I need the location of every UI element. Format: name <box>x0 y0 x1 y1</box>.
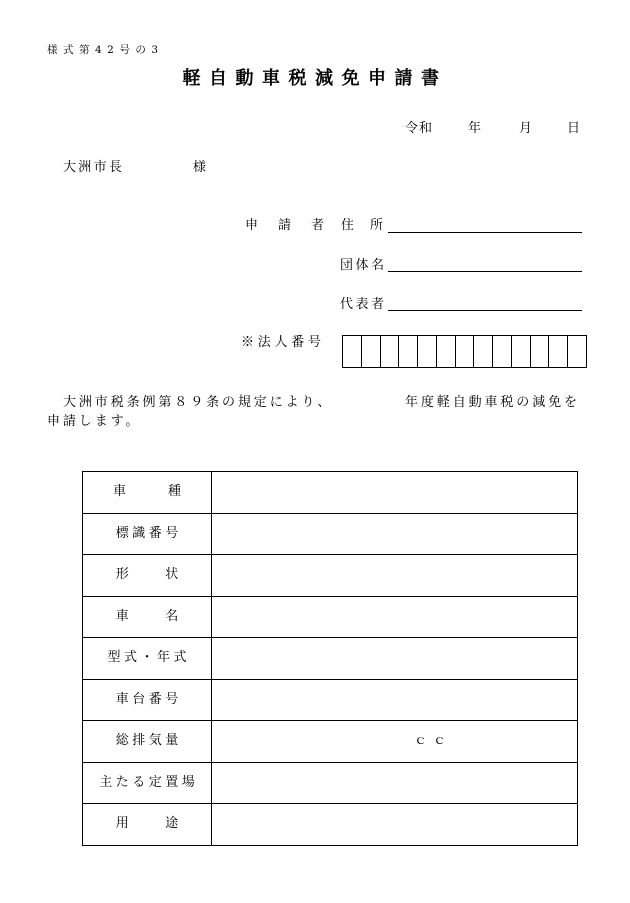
table-row <box>83 679 578 721</box>
table-row <box>83 721 578 763</box>
corporate-number-digit-cell[interactable] <box>380 336 399 367</box>
usage-label-cell <box>83 804 215 846</box>
address-field[interactable] <box>388 217 582 233</box>
statement-text-part2: 年度軽自動車税の減免を <box>405 395 580 410</box>
table-row <box>83 472 578 514</box>
vehicle-type-label-cell <box>83 472 223 514</box>
model-year-field[interactable] <box>212 638 578 680</box>
vehicle-name-label: 車名 <box>115 608 215 624</box>
corporate-number-digit-cell[interactable] <box>492 336 511 367</box>
corporate-number-digit-cell[interactable] <box>436 336 455 367</box>
date-year-field[interactable] <box>434 121 466 137</box>
chassis-number-field[interactable] <box>212 679 578 721</box>
date-month-field[interactable] <box>483 121 517 137</box>
chassis-number-label: 車台番号 <box>115 691 182 707</box>
form-number: 様式第42号の3 <box>47 44 164 56</box>
body-shape-label-cell <box>83 555 215 597</box>
corporate-number-label: ※法人番号 <box>241 335 325 350</box>
addressee-name: 大洲市長 <box>63 160 125 175</box>
vehicle-name-label-cell <box>83 596 215 638</box>
date-era: 令和 <box>405 121 434 136</box>
registration-number-field[interactable] <box>212 513 578 555</box>
registration-number-label-cell <box>83 513 212 555</box>
displacement-unit: ｃｃ <box>414 733 453 749</box>
table-row <box>83 638 578 680</box>
tax-year-field[interactable] <box>337 395 401 411</box>
chassis-number-label-cell <box>83 679 212 721</box>
usage-label: 用途 <box>115 816 215 832</box>
statement-text-line2: 申請します。 <box>47 414 142 429</box>
corporate-number-digit-cell[interactable] <box>417 336 436 367</box>
corporate-number-digit-cell[interactable] <box>455 336 474 367</box>
form-title: 軽自動車税減免申請書 <box>182 68 448 89</box>
model-year-label-cell <box>83 638 212 680</box>
corporate-number-digit-cell[interactable] <box>567 336 586 367</box>
table-row <box>83 513 578 555</box>
storage-location-field[interactable] <box>212 762 578 804</box>
representative-label: 代表者 <box>340 297 387 312</box>
body-shape-label: 形状 <box>115 567 215 583</box>
model-year-label: 型式・年式 <box>107 650 190 666</box>
displacement-label-cell <box>83 721 212 763</box>
date-day-label: 日 <box>567 121 581 136</box>
storage-location-label-cell <box>83 762 212 804</box>
addressee-honorific: 様 <box>193 160 207 175</box>
vehicle-info-table <box>82 471 578 846</box>
address-label: 住所 <box>341 218 400 233</box>
vehicle-name-field[interactable] <box>212 596 578 638</box>
corporate-number-box <box>342 335 587 368</box>
date-year-label: 年 <box>468 121 482 136</box>
corporate-number-digit-cell[interactable] <box>530 336 549 367</box>
displacement-field[interactable] <box>212 721 578 763</box>
corporate-number-digit-cell[interactable] <box>398 336 417 367</box>
vehicle-type-field[interactable] <box>212 472 578 514</box>
applicant-heading: 申請者 <box>245 218 345 233</box>
corporate-number-digit-cell[interactable] <box>511 336 530 367</box>
usage-field[interactable] <box>212 804 578 846</box>
date-month-label: 月 <box>519 121 533 136</box>
vehicle-type-label: 車種 <box>112 484 223 500</box>
table-row <box>83 596 578 638</box>
date-day-field[interactable] <box>534 121 565 137</box>
corporate-number-digit-cell[interactable] <box>361 336 380 367</box>
table-row <box>83 804 578 846</box>
corporate-number-digit-cell[interactable] <box>548 336 567 367</box>
corporate-number-digit-cell[interactable] <box>473 336 492 367</box>
table-row <box>83 555 578 597</box>
registration-number-label: 標識番号 <box>115 525 182 541</box>
statement-text-part1: 大洲市税条例第８９条の規定により、 <box>63 395 334 410</box>
storage-location-label: 主たる定置場 <box>99 774 199 790</box>
table-row <box>83 762 578 804</box>
body-shape-field[interactable] <box>212 555 578 597</box>
representative-field[interactable] <box>388 295 582 311</box>
displacement-label: 総排気量 <box>115 733 182 749</box>
corporate-number-digit-cell[interactable] <box>343 336 361 367</box>
organization-label: 団体名 <box>340 258 387 273</box>
organization-field[interactable] <box>388 256 582 272</box>
